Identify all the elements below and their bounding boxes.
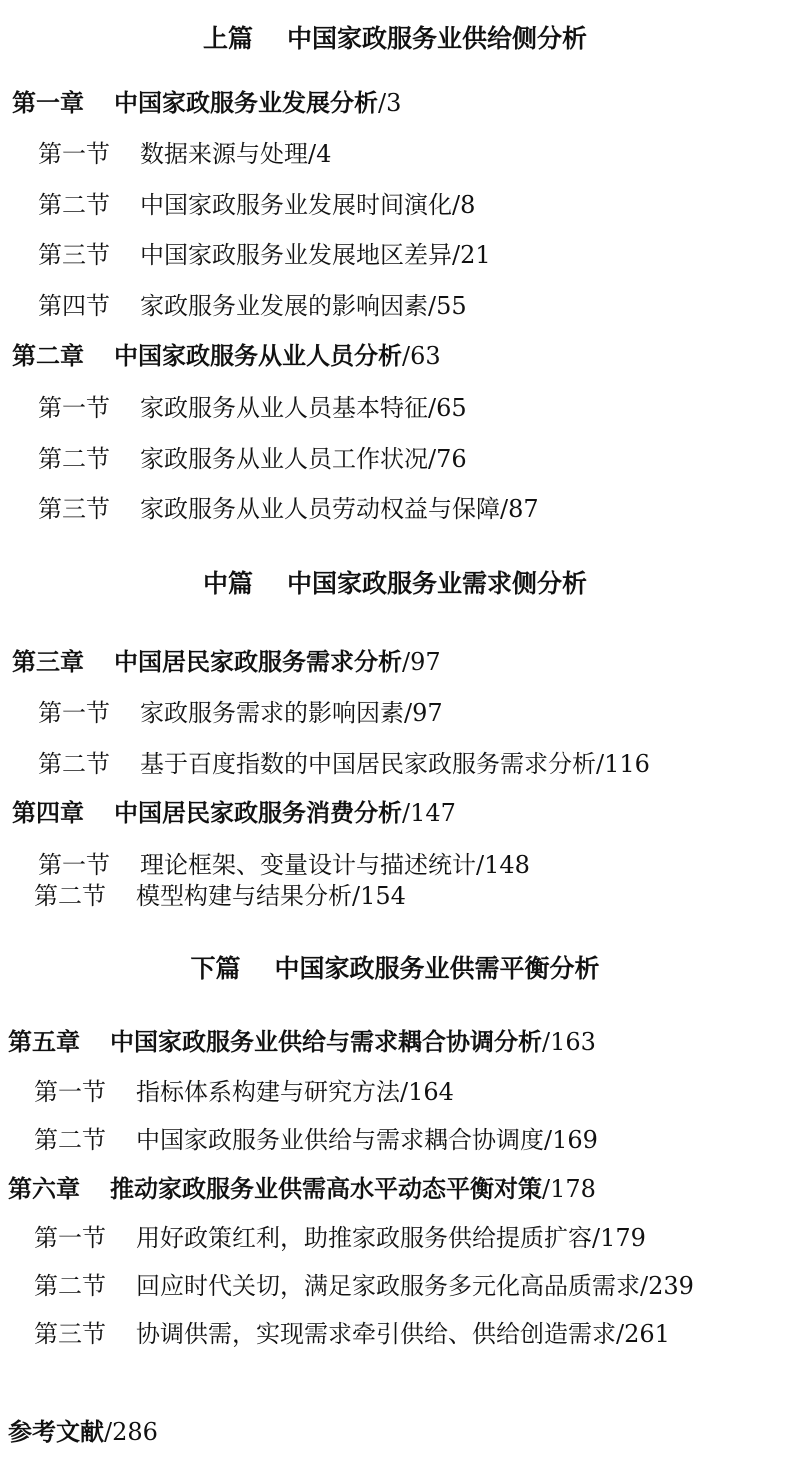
part-label: 中篇 bbox=[202, 569, 253, 598]
section-entry[interactable] bbox=[38, 243, 491, 267]
section-entry[interactable] bbox=[34, 1080, 454, 1104]
section-label: 第一节 bbox=[38, 394, 110, 422]
section-label: 第一节 bbox=[38, 851, 110, 879]
section-title: 家政服务业发展的影响因素 bbox=[140, 292, 428, 320]
page-number: /178 bbox=[542, 1175, 596, 1203]
page-number: /65 bbox=[428, 394, 467, 422]
part-title: 中国家政服务业供给侧分析 bbox=[287, 24, 588, 53]
section-entry[interactable] bbox=[38, 142, 331, 166]
section-title: 模型构建与结果分析 bbox=[136, 882, 352, 910]
chapter-label: 第五章 bbox=[8, 1027, 80, 1056]
section-title: 数据来源与处理 bbox=[140, 140, 308, 168]
section-title: 中国家政服务业供给与需求耦合协调度 bbox=[136, 1126, 544, 1154]
section-entry[interactable] bbox=[38, 396, 467, 420]
part-title: 中国家政服务业需求侧分析 bbox=[287, 569, 588, 598]
chapter-label: 第三章 bbox=[12, 647, 84, 676]
page-number: /116 bbox=[596, 750, 650, 778]
section-title: 用好政策红利，助推家政服务供给提质扩容 bbox=[136, 1224, 592, 1252]
section-label: 第二节 bbox=[38, 750, 110, 778]
page-number: /154 bbox=[352, 882, 406, 910]
section-label: 第一节 bbox=[34, 1224, 106, 1252]
section-entry[interactable] bbox=[38, 853, 530, 877]
page-number: /148 bbox=[476, 851, 530, 879]
section-title: 基于百度指数的中国居民家政服务需求分析 bbox=[140, 750, 596, 778]
section-title: 指标体系构建与研究方法 bbox=[136, 1078, 400, 1106]
section-entry[interactable] bbox=[38, 752, 650, 776]
section-entry[interactable] bbox=[38, 701, 443, 725]
references-entry[interactable] bbox=[8, 1417, 158, 1446]
part-heading bbox=[0, 956, 790, 981]
section-label: 第四节 bbox=[38, 292, 110, 320]
chapter-title: 中国家政服务业供给与需求耦合协调分析 bbox=[110, 1027, 542, 1056]
section-title: 回应时代关切，满足家政服务多元化高品质需求 bbox=[136, 1272, 640, 1300]
section-entry[interactable] bbox=[34, 1322, 670, 1346]
page-number: /147 bbox=[402, 799, 456, 827]
chapter-label: 第四章 bbox=[12, 798, 84, 827]
section-title: 协调供需，实现需求牵引供给、供给创造需求 bbox=[136, 1320, 616, 1348]
chapter-entry[interactable] bbox=[12, 341, 441, 370]
chapter-title: 中国家政服务业发展分析 bbox=[114, 88, 378, 117]
chapter-title: 中国家政服务从业人员分析 bbox=[114, 341, 402, 370]
section-title: 家政服务从业人员基本特征 bbox=[140, 394, 428, 422]
page-number: /239 bbox=[640, 1272, 694, 1300]
page-number: /163 bbox=[542, 1028, 596, 1056]
section-label: 第二节 bbox=[34, 1126, 106, 1154]
section-entry[interactable] bbox=[38, 294, 467, 318]
section-title: 家政服务从业人员工作状况 bbox=[140, 445, 428, 473]
chapter-label: 第二章 bbox=[12, 341, 84, 370]
section-title: 中国家政服务业发展地区差异 bbox=[140, 241, 452, 269]
chapter-entry[interactable] bbox=[8, 1027, 596, 1056]
section-label: 第二节 bbox=[38, 445, 110, 473]
section-entry[interactable] bbox=[38, 193, 475, 217]
section-label: 第一节 bbox=[38, 699, 110, 727]
chapter-title: 中国居民家政服务消费分析 bbox=[114, 798, 402, 827]
page-number: /169 bbox=[544, 1126, 598, 1154]
section-label: 第二节 bbox=[34, 882, 106, 910]
chapter-entry[interactable] bbox=[12, 647, 441, 676]
part-label: 下篇 bbox=[190, 954, 241, 983]
section-entry[interactable] bbox=[38, 447, 467, 471]
chapter-label: 第一章 bbox=[12, 88, 84, 117]
section-entry[interactable] bbox=[38, 497, 539, 521]
chapter-title: 推动家政服务业供需高水平动态平衡对策 bbox=[110, 1174, 542, 1203]
page-number: /286 bbox=[104, 1418, 158, 1446]
section-label: 第二节 bbox=[34, 1272, 106, 1300]
chapter-entry[interactable] bbox=[12, 88, 402, 117]
page-number: /63 bbox=[402, 342, 441, 370]
section-label: 第三节 bbox=[38, 241, 110, 269]
section-title: 中国家政服务业发展时间演化 bbox=[140, 191, 452, 219]
chapter-entry[interactable] bbox=[12, 798, 456, 827]
page-number: /4 bbox=[308, 140, 332, 168]
section-entry[interactable] bbox=[34, 1128, 598, 1152]
section-entry[interactable] bbox=[34, 884, 406, 908]
page-number: /3 bbox=[378, 89, 402, 117]
page-number: /8 bbox=[452, 191, 476, 219]
page-number: /179 bbox=[592, 1224, 646, 1252]
page-number: /87 bbox=[500, 495, 539, 523]
page-number: /164 bbox=[400, 1078, 454, 1106]
page-number: /97 bbox=[404, 699, 443, 727]
chapter-label: 第六章 bbox=[8, 1174, 80, 1203]
section-title: 理论框架、变量设计与描述统计 bbox=[140, 851, 476, 879]
page-number: /97 bbox=[402, 648, 441, 676]
page-number: /55 bbox=[428, 292, 467, 320]
part-heading bbox=[0, 571, 790, 596]
chapter-title: 中国居民家政服务需求分析 bbox=[114, 647, 402, 676]
section-label: 第一节 bbox=[38, 140, 110, 168]
section-label: 第三节 bbox=[34, 1320, 106, 1348]
section-title: 家政服务从业人员劳动权益与保障 bbox=[140, 495, 500, 523]
section-entry[interactable] bbox=[34, 1226, 646, 1250]
part-heading bbox=[0, 26, 790, 51]
page-number: /76 bbox=[428, 445, 467, 473]
section-label: 第三节 bbox=[38, 495, 110, 523]
part-title: 中国家政服务业供需平衡分析 bbox=[274, 954, 600, 983]
references-title: 参考文献 bbox=[8, 1417, 104, 1446]
section-title: 家政服务需求的影响因素 bbox=[140, 699, 404, 727]
part-label: 上篇 bbox=[202, 24, 253, 53]
section-entry[interactable] bbox=[34, 1274, 694, 1298]
page-number: /21 bbox=[452, 241, 491, 269]
page-number: /261 bbox=[616, 1320, 670, 1348]
section-label: 第一节 bbox=[34, 1078, 106, 1106]
chapter-entry[interactable] bbox=[8, 1174, 596, 1203]
section-label: 第二节 bbox=[38, 191, 110, 219]
